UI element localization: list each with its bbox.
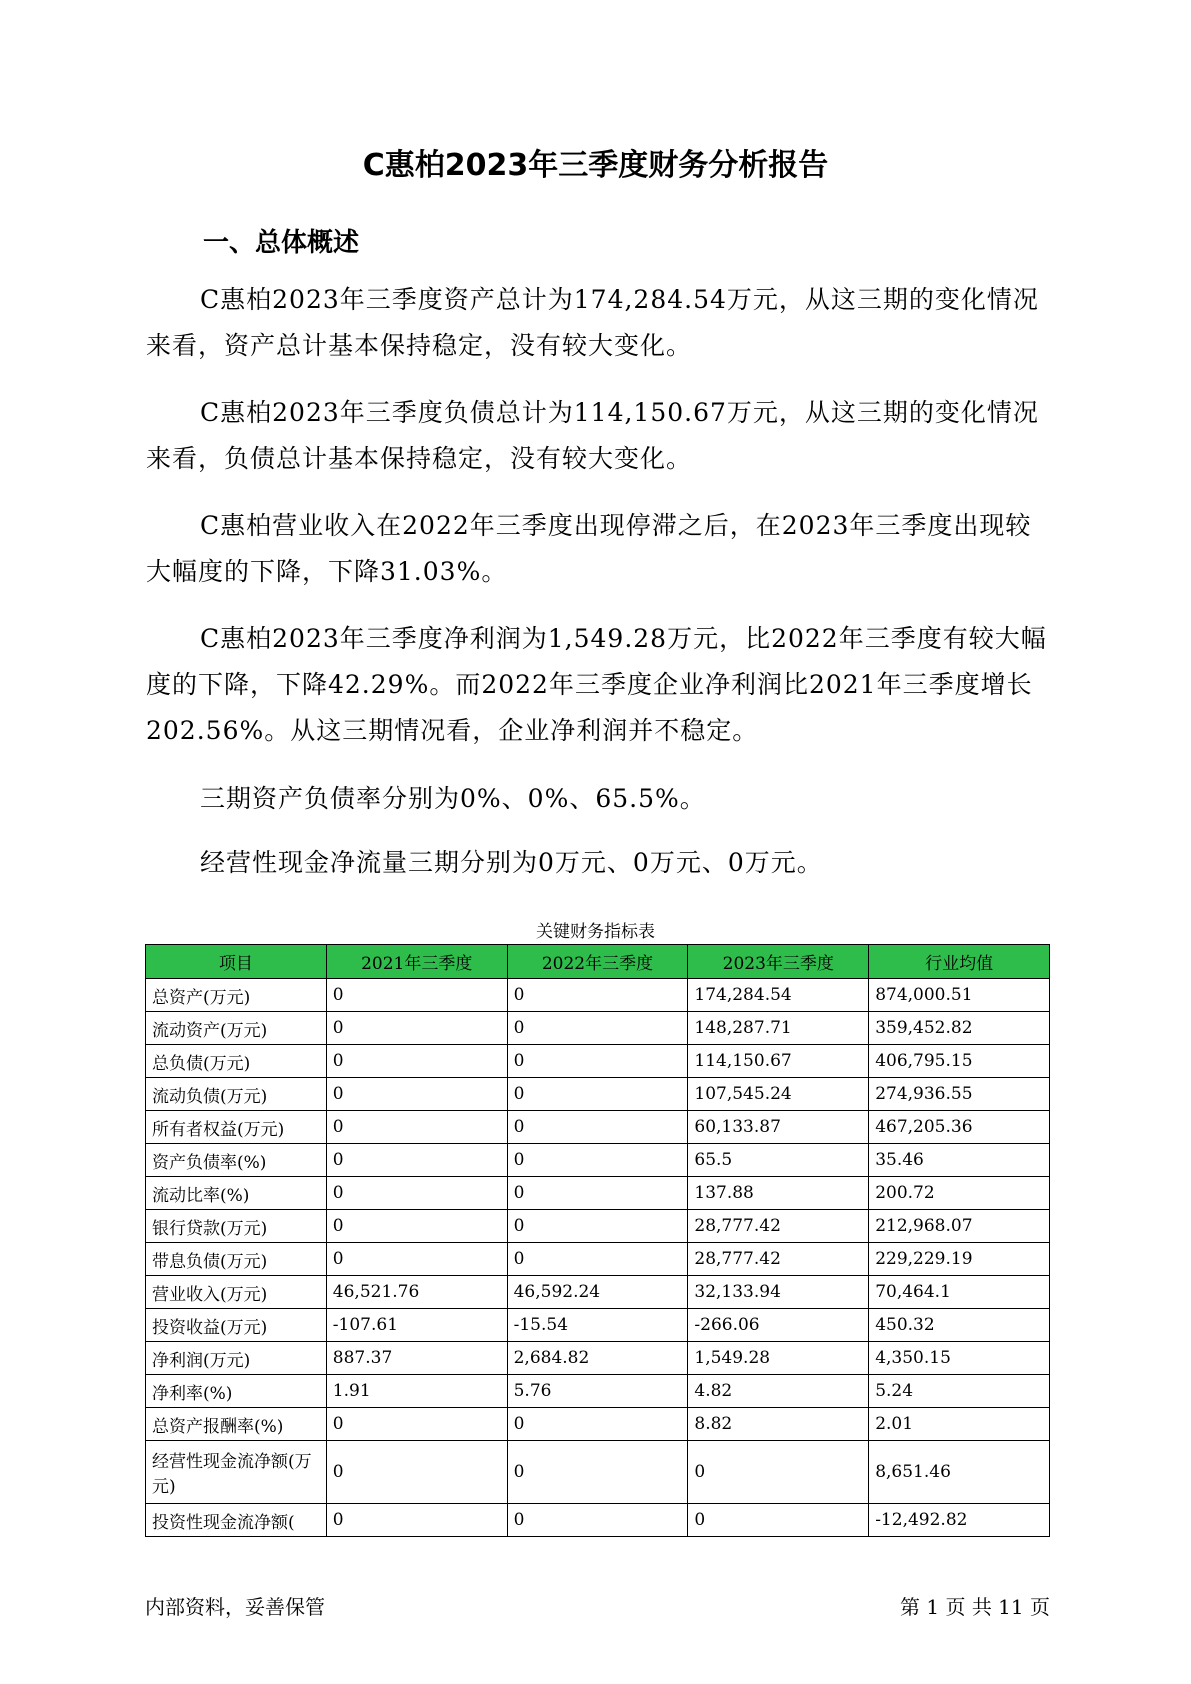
value-cell: 5.24 [869,1375,1050,1408]
value-cell: 4,350.15 [869,1342,1050,1375]
value-cell: 0 [688,1504,869,1537]
value-cell: -15.54 [507,1309,688,1342]
row-label-cell: 银行贷款(万元) [146,1210,327,1243]
table-row [146,1144,1050,1177]
value-cell: 887.37 [326,1342,507,1375]
row-label-cell: 流动负债(万元) [146,1078,327,1111]
value-cell: 212,968.07 [869,1210,1050,1243]
table-row [146,1111,1050,1144]
report-title: C惠柏2023年三季度财务分析报告 [362,148,829,183]
table-row [146,1078,1050,1111]
table-row [146,1210,1050,1243]
value-cell: 0 [507,1012,688,1045]
value-cell: 467,205.36 [869,1111,1050,1144]
table-row [146,1243,1050,1276]
row-label-cell: 投资收益(万元) [146,1309,327,1342]
table-row [146,979,1050,1012]
value-cell: 0 [326,1111,507,1144]
value-cell: 0 [326,1243,507,1276]
value-cell: 406,795.15 [869,1045,1050,1078]
value-cell: 65.5 [688,1144,869,1177]
value-cell: 46,592.24 [507,1276,688,1309]
row-label-cell: 投资性现金流净额( [146,1504,327,1537]
value-cell: 0 [507,979,688,1012]
row-label-cell: 营业收入(万元) [146,1276,327,1309]
value-cell: 148,287.71 [688,1012,869,1045]
row-label-cell: 总资产(万元) [146,979,327,1012]
value-cell: 0 [507,1177,688,1210]
value-cell: 0 [326,1177,507,1210]
row-label-cell: 带息负债(万元) [146,1243,327,1276]
section-heading: 一、总体概述 [203,228,360,258]
row-label-cell: 净利率(%) [146,1375,327,1408]
table-row [146,1375,1050,1408]
value-cell: 359,452.82 [869,1012,1050,1045]
table-header-row [146,945,1050,979]
footer-page-number: 第 1 页 共 11 页 [900,1595,1050,1619]
value-cell: 200.72 [869,1177,1050,1210]
value-cell: 0 [507,1243,688,1276]
value-cell: 60,133.87 [688,1111,869,1144]
value-cell: 70,464.1 [869,1276,1050,1309]
table-row [146,1441,1050,1504]
row-label-cell: 流动资产(万元) [146,1012,327,1045]
table-row [146,1276,1050,1309]
paragraph-revenue: C惠柏营业收入在2022年三季度出现停滞之后，在2023年三季度出现较大幅度的下降，下降31.03%。 [146,511,1032,586]
value-cell: 28,777.42 [688,1210,869,1243]
value-cell: 46,521.76 [326,1276,507,1309]
value-cell: 2.01 [869,1408,1050,1441]
paragraph-net-profit: C惠柏2023年三季度净利润为1,549.28万元，比2022年三季度有较大幅度的下降，下降42.29%。而2022年三季度企业净利润比2021年三季度增长202.56%。从这三期情况看，企业净利润并不稳定。 [146,624,1047,745]
value-cell: 0 [326,1045,507,1078]
value-cell: 0 [507,1441,688,1504]
row-label-cell: 总负债(万元) [146,1045,327,1078]
value-cell: 450.32 [869,1309,1050,1342]
paragraph-debt-ratio: 三期资产负债率分别为0%、0%、65.5%。 [200,784,706,813]
value-cell: 8,651.46 [869,1441,1050,1504]
value-cell: 0 [326,1144,507,1177]
value-cell: -107.61 [326,1309,507,1342]
key-financial-indicators-table [145,944,1050,1537]
value-cell: 0 [326,979,507,1012]
value-cell: 32,133.94 [688,1276,869,1309]
value-cell: 0 [507,1408,688,1441]
value-cell: 8.82 [688,1408,869,1441]
table-row [146,1045,1050,1078]
value-cell: 0 [326,1012,507,1045]
row-label-cell: 所有者权益(万元) [146,1111,327,1144]
table-row [146,1177,1050,1210]
table-row [146,1504,1050,1537]
value-cell: 0 [507,1210,688,1243]
value-cell: 0 [507,1078,688,1111]
row-label-cell: 资产负债率(%) [146,1144,327,1177]
header-2021q3: 2021年三季度 [326,945,507,979]
value-cell: 0 [507,1045,688,1078]
value-cell: 28,777.42 [688,1243,869,1276]
value-cell: 874,000.51 [869,979,1050,1012]
value-cell: -12,492.82 [869,1504,1050,1537]
value-cell: 0 [507,1504,688,1537]
value-cell: 137.88 [688,1177,869,1210]
value-cell: 0 [326,1408,507,1441]
value-cell: -266.06 [688,1309,869,1342]
footer-confidential: 内部资料，妥善保管 [145,1595,325,1619]
header-item: 项目 [146,945,327,979]
row-label-cell: 流动比率(%) [146,1177,327,1210]
value-cell: 0 [326,1504,507,1537]
table-row [146,1309,1050,1342]
header-industry-avg: 行业均值 [869,945,1050,979]
paragraph-assets: C惠柏2023年三季度资产总计为174,284.54万元，从这三期的变化情况来看，资产总计基本保持稳定，没有较大变化。 [146,285,1039,360]
value-cell: 0 [507,1144,688,1177]
row-label-cell: 净利润(万元) [146,1342,327,1375]
table-row [146,1342,1050,1375]
value-cell: 0 [326,1078,507,1111]
value-cell: 35.46 [869,1144,1050,1177]
value-cell: 4.82 [688,1375,869,1408]
table-caption: 关键财务指标表 [536,922,655,942]
table-row [146,1408,1050,1441]
value-cell: 174,284.54 [688,979,869,1012]
header-2022q3: 2022年三季度 [507,945,688,979]
value-cell: 0 [688,1441,869,1504]
row-label-cell: 经营性现金流净额(万元) [146,1441,327,1504]
paragraph-cash-flow: 经营性现金净流量三期分别为0万元、0万元、0万元。 [200,848,823,877]
value-cell: 229,229.19 [869,1243,1050,1276]
value-cell: 2,684.82 [507,1342,688,1375]
value-cell: 274,936.55 [869,1078,1050,1111]
row-label-cell: 总资产报酬率(%) [146,1408,327,1441]
value-cell: 5.76 [507,1375,688,1408]
paragraph-liabilities: C惠柏2023年三季度负债总计为114,150.67万元，从这三期的变化情况来看，负债总计基本保持稳定，没有较大变化。 [146,398,1039,473]
value-cell: 1,549.28 [688,1342,869,1375]
value-cell: 107,545.24 [688,1078,869,1111]
header-2023q3: 2023年三季度 [688,945,869,979]
value-cell: 0 [507,1111,688,1144]
value-cell: 0 [326,1210,507,1243]
value-cell: 1.91 [326,1375,507,1408]
value-cell: 114,150.67 [688,1045,869,1078]
value-cell: 0 [326,1441,507,1504]
table-row [146,1012,1050,1045]
